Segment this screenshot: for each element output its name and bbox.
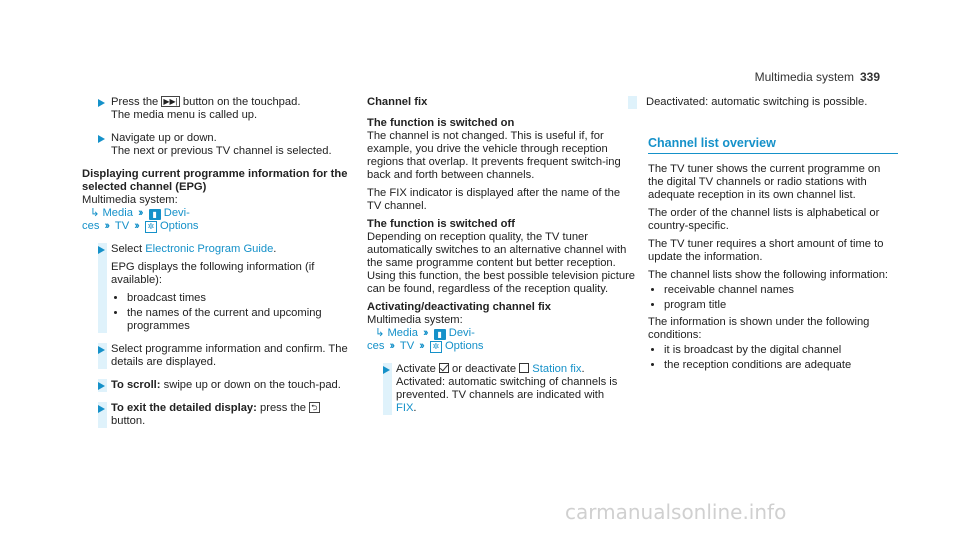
path-tv: TV: [114, 220, 130, 232]
device-icon: ▮: [149, 209, 161, 220]
step-arrow-icon: [98, 99, 105, 107]
skip-forward-icon: ▶▶|: [163, 97, 178, 106]
list-item: • broadcast times: [127, 292, 354, 305]
step-arrow-icon: [98, 246, 105, 254]
chevron-icon: ››: [389, 340, 393, 352]
back-icon: ⮌: [311, 403, 318, 412]
step-arrow-icon: [98, 405, 105, 413]
link-station-fix: Station fix: [532, 363, 582, 375]
menu-path: Multimedia system: ↳ Media ›› ▮ Devi- ces ›› TV ›› ✲ Options: [82, 194, 199, 232]
step-bar: [628, 96, 637, 109]
list-item: • the reception conditions are adequate: [664, 359, 898, 372]
path-media: Media: [102, 207, 133, 219]
gear-icon: ✲: [145, 221, 157, 233]
step-bar: [98, 243, 107, 333]
gear-icon: ✲: [430, 341, 442, 353]
step-scroll: To scroll: swipe up or down on the touch-pad.: [82, 379, 354, 392]
path-options: Options: [444, 340, 484, 352]
path-tv: TV: [399, 340, 415, 352]
device-icon: ▮: [434, 329, 446, 340]
chevron-icon: ››: [104, 220, 108, 232]
heading-switched-off: The function is switched off: [367, 218, 515, 230]
path-devices: Devi-: [448, 327, 475, 339]
step-arrow-icon: [98, 346, 105, 354]
checkbox-checked-icon: [439, 363, 449, 373]
step-exit-detail: To exit the detailed display: press the ⮌ button.: [82, 402, 354, 428]
step-activate-station-fix: Activate or deactivate Station fix. Activated: automatic switching of channels is prevented. TV channels are indicated with FIX.: [367, 363, 637, 415]
path-media: Media: [387, 327, 418, 339]
link-electronic-program-guide: Electronic Program Guide: [145, 243, 274, 255]
epg-bullet-list: [111, 292, 354, 333]
link-fix: FIX: [396, 402, 414, 414]
path-arrow-icon: ↳: [90, 207, 100, 219]
section-title-channel-list: Channel list overview: [648, 137, 898, 154]
channel-info-list: [648, 284, 898, 312]
checkbox-unchecked-icon: [519, 363, 529, 373]
page-header: [755, 70, 880, 84]
step-navigate: Navigate up or down. The next or previous TV channel is selected.: [82, 132, 354, 158]
section-heading-epg: Displaying current programme information for the selected channel (EPG): [82, 168, 348, 193]
deactivated-note: Deactivated: automatic switching is possible.: [628, 96, 898, 109]
list-item: • the names of the current and upcoming programmes: [127, 307, 354, 333]
menu-path: Multimedia system: ↳ Media ›› ▮ Devi- ces ›› TV ›› ✲ Options: [367, 314, 484, 352]
chevron-icon: ››: [134, 220, 138, 232]
step-arrow-icon: [98, 382, 105, 390]
heading-channel-fix: Channel fix: [367, 96, 428, 108]
path-devices: Devi-: [163, 207, 190, 219]
step-select-programme: Select programme information and confirm. The details are displayed.: [82, 343, 354, 369]
path-arrow-icon: ↳: [375, 327, 385, 339]
chevron-icon: ››: [419, 340, 423, 352]
step-arrow-icon: [383, 366, 390, 374]
path-options: Options: [159, 220, 199, 232]
column-3: Deactivated: automatic switching is possible. Channel list overview The TV tuner shows the current programme on the digital TV channels or radio stations with adequate reception in its own channel list. The order of the channel lists is alphabetical or country-specific. The TV tuner requires a short amount of time to update the information. The channel lists show the following information: • receivable channel names • program title The information is shown under the following conditions: • it is broadcast by the digital channel • the reception conditions are adequate: [648, 96, 898, 376]
watermark: carmanualsonline.info: [565, 500, 787, 524]
list-item: • program title: [664, 299, 898, 312]
heading-switched-on: The function is switched on: [367, 117, 515, 129]
page-number: 339: [859, 70, 880, 84]
heading-activating: Activating/deactivating channel fix: [367, 301, 552, 313]
step-press-button: Press the ▶▶| button on the touchpad. The media menu is called up.: [82, 96, 354, 122]
list-item: • it is broadcast by the digital channel: [664, 344, 898, 357]
header-title: Multimedia system: [754, 70, 854, 84]
chevron-icon: ››: [138, 207, 142, 219]
column-1: [82, 96, 354, 438]
list-item: • receivable channel names: [664, 284, 898, 297]
conditions-list: [648, 344, 898, 372]
step-select-epg: Select Electronic Program Guide. EPG displays the following information (if available): • broadcast times • the names of the current and upcoming programmes: [82, 243, 354, 333]
chevron-icon: ››: [423, 327, 427, 339]
step-arrow-icon: [98, 135, 105, 143]
column-2: Channel fix The function is switched on The channel is not changed. This is useful if, for example, you drive the vehicle through reception regions that overlap. It prevents frequent switch-ing back and forth between channels. The FIX indicator is displayed after the name of the TV channel. The function is switched off Depending on reception quality, the TV tuner automatically switches to an alternative channel with the same programme content but better reception. Using this function, the best possible television picture can be found, regardless of the reception quality. Activating/deactivating channel fix Multimedia system: ↳ Media ›› ▮ Devi- ces ›› TV ›› ✲ Options Activate or deactivate Station fix. Activated: automatic switching of channels is prevented. TV channels are indicated with FIX.: [367, 96, 636, 414]
